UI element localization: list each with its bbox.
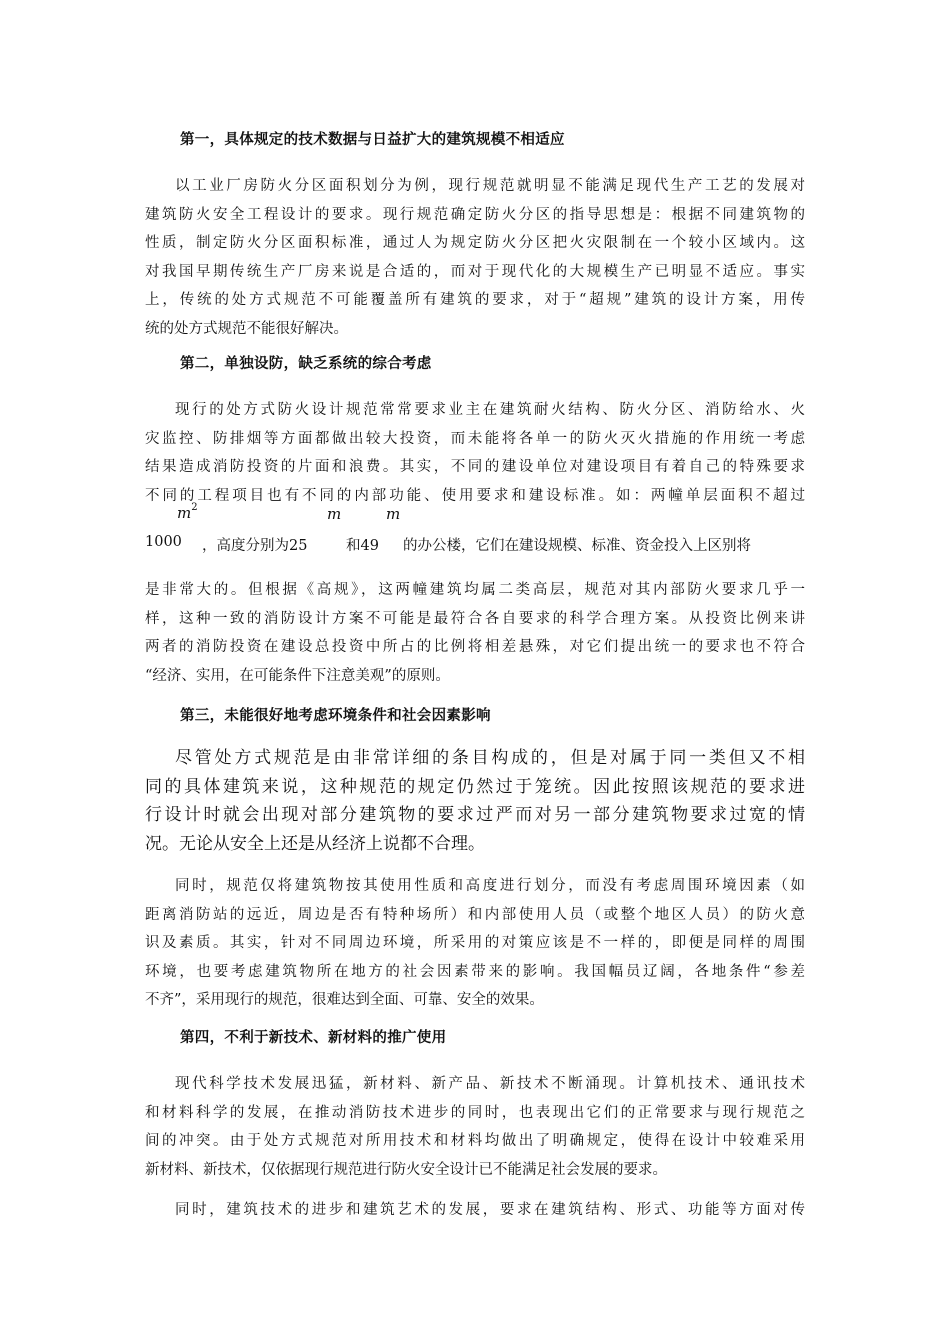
paragraph-line: 上，传统的处方式规范不可能覆盖所有建筑的要求，对于“超规”建筑的设计方案，用传 — [145, 292, 805, 309]
paragraph-line: 不同的工程项目也有不同的内部功能、使用要求和建设标准。如：两幢单层面积不超过 — [145, 487, 805, 504]
paragraph-line: 统的处方式规范不能很好解决。 — [145, 320, 348, 337]
height-text: 和49 — [346, 538, 379, 554]
paragraph-line: 两者的消防投资在建设总投资中所占的比例将相差悬殊，对它们提出统一的要求也不符合 — [145, 639, 805, 656]
paragraph-line: 间的冲突。由于处方式规范对所用技术和材料均做出了明确规定，使得在设计中较难采用 — [145, 1133, 805, 1150]
paragraph-line: 距离消防站的远近，周边是否有特种场所）和内部使用人员（或整个地区人员）的防火意 — [145, 906, 805, 923]
paragraph-line: 行设计时就会出现对部分建筑物的要求过严而对另一部分建筑物要求过宽的情 — [145, 805, 805, 826]
section4-paragraph — [145, 1070, 805, 1184]
paragraph-line: 性质，制定防火分区面积标准，通过人为规定防火分区把火灾限制在一个较小区域内。这 — [145, 235, 805, 252]
paragraph-line: 样，这种一致的消防设计方案不可能是最符合各自要求的科学合理方案。从投资比例来讲 — [145, 610, 805, 627]
height-text: ，高度分别为25 — [202, 538, 308, 554]
paragraph-line: 环境，也要考虑建筑物所在地方的社会因素带来的影响。我国幅员辽阔，各地条件“参差 — [145, 963, 805, 980]
paragraph-line: 现代科学技术发展迅猛，新材料、新产品、新技术不断涌现。计算机技术、通讯技术 — [175, 1076, 805, 1092]
paragraph-line: “经济、实用，在可能条件下注意美观”的原则。 — [145, 667, 450, 684]
paragraph-line: 同时，规范仅将建筑物按其使用性质和高度进行划分，而没有考虑周围环境因素（如 — [175, 878, 805, 894]
height-text: 的办公楼，它们在建设规模、标准、资金投入上区别将 — [403, 538, 751, 554]
section3-paragraph-2 — [145, 872, 805, 1015]
section1-heading: 第一，具体规定的技术数据与日益扩大的建筑规模不相适应 — [180, 131, 565, 148]
unit-square-meter: $m^2$ — [177, 502, 198, 522]
paragraph-line: 不齐”，采用现行的规范，很难达到全面、可靠、安全的效果。 — [145, 992, 544, 1009]
paragraph-line: 同时，建筑技术的进步和建筑艺术的发展，要求在建筑结构、形式、功能等方面对传 — [175, 1202, 805, 1218]
paragraph-line: 灾监控、防排烟等方面都做出较大投资，而未能将各单一的防火灭火措施的作用统一考虑 — [145, 430, 805, 447]
paragraph-line: 尽管处方式规范是由非常详细的条目构成的，但是对属于同一类但又不相 — [175, 748, 805, 768]
unit-meter: m — [386, 505, 401, 523]
paragraph-line: 对我国早期传统生产厂房来说是合适的，而对于现代化的大规模生产已明显不适应。事实 — [145, 263, 805, 280]
paragraph-line: 同的具体建筑来说，这种规范的规定仍然过于笼统。因此按照该规范的要求进 — [145, 776, 805, 797]
section3-heading: 第三，未能很好地考虑环境条件和社会因素影响 — [180, 707, 491, 724]
section3-paragraph — [145, 744, 805, 858]
paragraph-line: 现行的处方式防火设计规范常常要求业主在建筑耐火结构、防火分区、消防给水、火 — [175, 402, 805, 418]
section2-heading: 第二，单独设防，缺乏系统的综合考虑 — [180, 355, 432, 372]
paragraph-line: 识及素质。其实，针对不同周边环境，所采用的对策应该是不一样的，即便是同样的周围 — [145, 935, 805, 952]
section1-paragraph — [145, 172, 805, 344]
unit-meter: m — [327, 505, 342, 523]
paragraph-line: 是非常大的。但根据《高规》，这两幢建筑均属二类高层，规范对其内部防火要求几乎一 — [145, 582, 805, 598]
section2-paragraph — [145, 396, 805, 510]
paragraph-line: 况。无论从安全上还是从经济上说都不合理。 — [145, 833, 485, 854]
section2-paragraph-cont — [145, 576, 805, 690]
area-value: 1000 — [145, 534, 182, 550]
paragraph-line: 以工业厂房防火分区面积划分为例，现行规范就明显不能满足现代生产工艺的发展对 — [175, 178, 805, 194]
paragraph-line: 新材料、新技术，仅依据现行规范进行防火安全设计已不能满足社会发展的要求。 — [145, 1161, 667, 1178]
paragraph-line: 结果造成消防投资的片面和浪费。其实，不同的建设单位对建设项目有着自己的特殊要求 — [145, 459, 805, 476]
section4-heading: 第四，不利于新技术、新材料的推广使用 — [180, 1029, 447, 1046]
section4-paragraph-2 — [145, 1196, 805, 1225]
paragraph-line: 建筑防火安全工程设计的要求。现行规范确定防火分区的指导思想是：根据不同建筑物的 — [145, 206, 805, 223]
paragraph-line: 和材料科学的发展，在推动消防技术进步的同时，也表现出它们的正常要求与现行规范之 — [145, 1104, 805, 1121]
